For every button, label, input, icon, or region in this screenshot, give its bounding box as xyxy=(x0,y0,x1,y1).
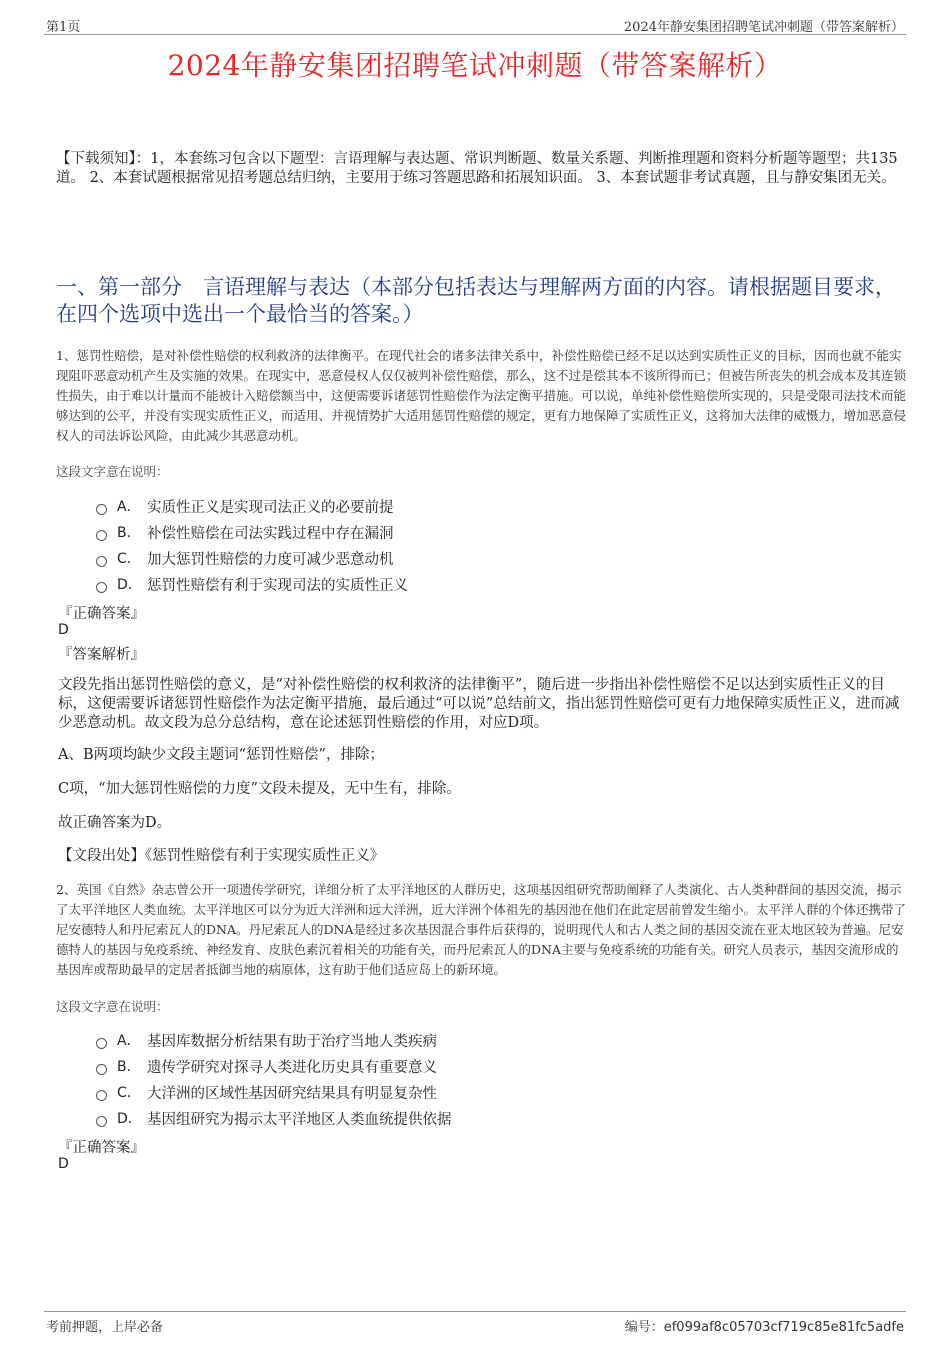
option-a[interactable]: A． 实质性正义是实现司法正义的必要前提 xyxy=(96,493,408,519)
option-b[interactable]: B． 遗传学研究对探寻人类进化历史具有重要意义 xyxy=(96,1053,452,1079)
radio-icon[interactable] xyxy=(96,530,107,541)
question-1-analysis-label: 『答案解析』 xyxy=(58,647,145,663)
question-2-text: 2、英国《自然》杂志曾公开一项遗传学研究，详细分析了太平洋地区的人群历史，这项基因组研究帮助阐释了人类演化、古人类种群间的基因交流，揭示了太平洋地区人类血统。太平洋地区可以分为近大洋洲和远大洋洲，近大洋洲个体祖先的基因池在他们在此定居前曾发生缩小。太平洋人群的个体还携带了尼安德特人和丹尼索瓦人的DNA。丹尼索瓦人的DNA是经过多次基因混合事件后获得的，说明现代人和古人类之间的基因交流在亚太地区较为普遍。尼安德特人的基因与免疫系统、神经发育、皮肤色素沉着相关的功能有关，而丹尼索瓦人的DNA主要与免疫系统的功能有关。研究人员表示，基因交流形成的基因库或帮助最早的定居者抵御当地的病原体，这有助于他们适应岛上的新环境。 xyxy=(56,882,907,977)
option-a[interactable]: A． 基因库数据分析结果有助于治疗当地人类疾病 xyxy=(96,1027,452,1053)
question-1-answer: D xyxy=(58,622,69,638)
question-1-options xyxy=(96,493,408,597)
radio-icon[interactable] xyxy=(96,504,107,515)
page-title: 2024年静安集团招聘笔试冲刺题（带答案解析） xyxy=(167,49,783,82)
radio-icon[interactable] xyxy=(96,582,107,593)
option-c[interactable]: C． 加大惩罚性赔偿的力度可减少恶意动机 xyxy=(96,545,408,571)
question-2-options xyxy=(96,1027,452,1131)
question-1-answer-label: 『正确答案』 xyxy=(58,606,145,622)
question-1-analysis-paragraph: 文段先指出惩罚性赔偿的意义，是“对补偿性赔偿的权利救济的法律衡平”，随后进一步指出补偿性赔偿不足以达到实质性正义的目标，这便需要诉诸惩罚性赔偿作为法定衡平措施，最后通过“可以说”总结前文，指出惩罚性赔偿可更有力地保障实质性正义，进而减少恶意动机。故文段为总分总结构，意在论述惩罚性赔偿的作用，对应D项。 xyxy=(58,677,900,731)
question-1-analysis-paragraph: 故正确答案为D。 xyxy=(58,815,172,831)
question-1-text: 1、惩罚性赔偿，是对补偿性赔偿的权利救济的法律衡平。在现代社会的诸多法律关系中，补偿性赔偿已经不足以达到实质性正义的目标，因而也就不能实现阻吓恶意动机产生及实施的效果。在现实中，恶意侵权人仅仅被判补偿性赔偿，那么，这不过是偿其本不该所得而已；但被告所丧失的机会成本及其连锁性损失，由于难以计量而不能被计入赔偿额当中，这便需要诉诸惩罚性赔偿作为法定衡平措施。可以说，单纯补偿性赔偿所实现的，只是受限司法技术而能够达到的公平，并没有实现实质性正义，而适用、并视情势扩大适用惩罚性赔偿的规定，更有力地保障了实质性正义，这将加大法律的威慑力，增加恶意侵权人的司法诉讼风险，由此减少其恶意动机。 xyxy=(56,348,907,443)
question-1-analysis-paragraph: A、B两项均缺少文段主题词“惩罚性赔偿”，排除； xyxy=(58,747,384,763)
footer-code-label: 编号： xyxy=(624,1320,664,1335)
option-d[interactable]: D． 基因组研究为揭示太平洋地区人类血统提供依据 xyxy=(96,1105,452,1131)
question-2-prompt: 这段文字意在说明： xyxy=(56,999,169,1014)
question-2-answer-label: 『正确答案』 xyxy=(58,1140,145,1156)
question-1-analysis-paragraph: C项，“加大惩罚性赔偿的力度”文段未提及，无中生有，排除。 xyxy=(58,781,461,797)
question-1-prompt: 这段文字意在说明： xyxy=(56,464,169,479)
question-2-answer: D xyxy=(58,1156,69,1172)
footer-slogan: 考前押题，上岸必备 xyxy=(46,1320,164,1335)
header-doc-title: 2024年静安集团招聘笔试冲刺题（带答案解析） xyxy=(623,20,904,35)
radio-icon[interactable] xyxy=(96,556,107,567)
radio-icon[interactable] xyxy=(96,1038,107,1049)
footer-divider xyxy=(44,1311,906,1312)
page-number: 第1页 xyxy=(46,20,81,35)
radio-icon[interactable] xyxy=(96,1090,107,1101)
question-1-source: 【文段出处】《惩罚性赔偿有利于实现实质性正义》 xyxy=(58,848,385,864)
section-title: 一、第一部分 言语理解与表达（本部分包括表达与理解两方面的内容。请根据题目要求，在四个选项中选出一个最恰当的答案。） xyxy=(56,275,896,326)
radio-icon[interactable] xyxy=(96,1064,107,1075)
footer-code xyxy=(625,1316,904,1335)
footer-code-value: ef099af8c05703cf719c85e81fc5adfe xyxy=(663,1320,904,1335)
radio-icon[interactable] xyxy=(96,1116,107,1127)
header-divider xyxy=(44,34,906,35)
option-c[interactable]: C． 大洋洲的区域性基因研究结果具有明显复杂性 xyxy=(96,1079,452,1105)
option-b[interactable]: B． 补偿性赔偿在司法实践过程中存在漏洞 xyxy=(96,519,408,545)
download-notice: 【下载须知】：1，本套练习包含以下题型：言语理解与表达题、常识判断题、数量关系题、判断推理题和资料分析题等题型；共135道。 2、本套试题根据常见招考题总结归纳，主要用于练习答题思路和拓展知识面。 3、本套试题非考试真题，且与静安集团无关。 xyxy=(56,151,898,186)
option-d[interactable]: D． 惩罚性赔偿有利于实现司法的实质性正义 xyxy=(96,571,408,597)
